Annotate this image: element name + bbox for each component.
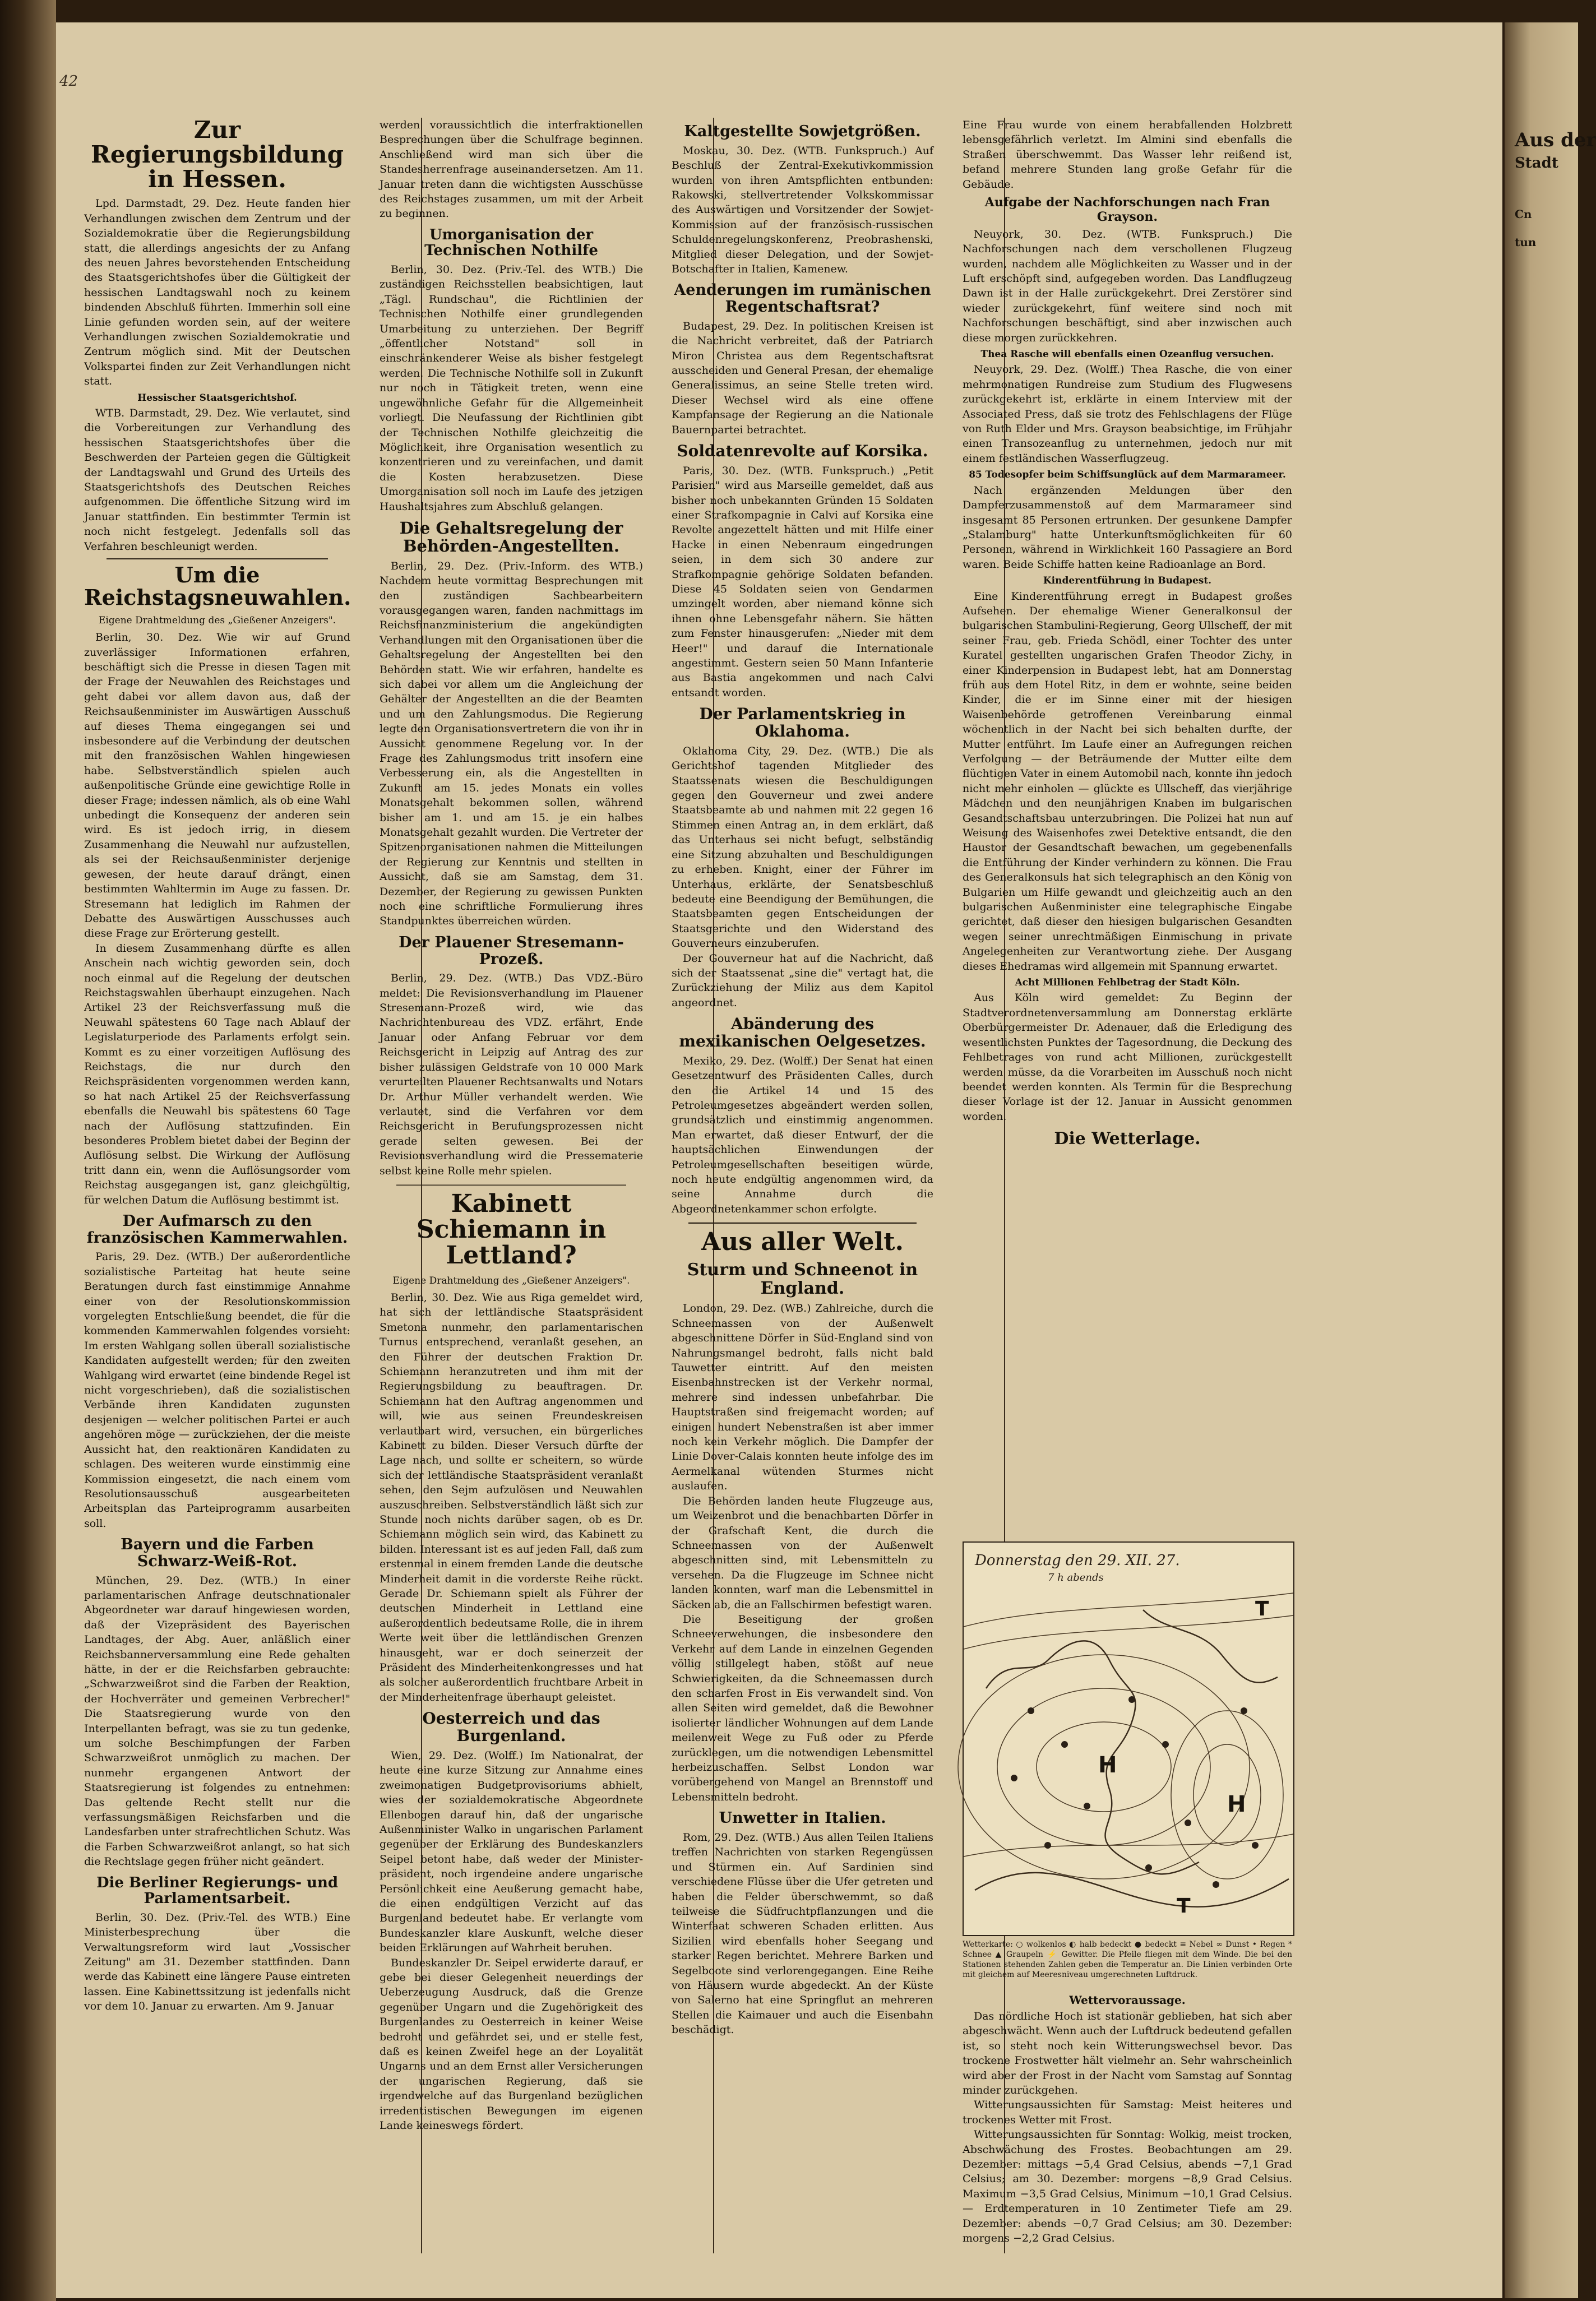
headline-gehaltsregelung: Die Gehaltsregelung der Behörden-Angestellten.: [399, 518, 623, 555]
article-paragraph: Berlin, 29. Dez. (Priv.-Inform. des WTB.) Nachdem heute vormittag Besprechungen mit den zuständigen Sachbearbeitern vorausgegangen waren, fanden nachmittags im Reichsfinanzministerium die angekündigten Verhandlungen mit den Organisationen über die Gehaltsregelung der Angestellten bei den Behörden statt. Wie wir erfahren, handelte es sich dabei vor allem um die Angleichung der Gehälter der Angestellten an die der Beamten und um den Zahlungsmodus. Die Regierung legte den Organisationsvertretern die von ihr in Aussicht genommene Regelung vor. In der Frage des Zahlungsmodus tritt insofern eine Verbesserung ein, als die Angestellten in Zukunft am 15. jedes Monats ein volles Monatsgehalt bekommen sollen, während bisher am 1. und am 15. je ein halbes Monatsgehalt gezahlt wurden. Die Vertreter der Spitzenorganisationen nahmen die Mitteilungen der Regierung zur Kenntnis und stellten in Aussicht, daß sie am Samstag, dem 31. Dezember, der Regierung zu gewissen Punkten noch eine schriftliche Formulierung ihres Standpunktes überreichen würden.: [380, 559, 643, 928]
headline-wetterlage: Die Wetterlage.: [1054, 1129, 1201, 1149]
article-paragraph: Der Gouverneur hat auf die Nachricht, daß sich der Staatssenat „sine die" vertagt hat, die Zurückziehung der Miliz aus dem Kapitol angeordnet.: [672, 952, 933, 1009]
headline-schneenot-england: Sturm und Schneenot in England.: [687, 1260, 918, 1299]
newspaper-page: [56, 22, 1502, 2298]
article-paragraph: Nach ergänzenden Meldungen über den Dampferzusammenstoß auf dem Marmarameer sind insgesamt 85 Personen ertrunken. Der gesunkene Dampfer „Stalamburg" hatte Unterkunftsmöglichkeiten für 60 Personen, während in Wirklichkeit 160 Passagiere an Bord waren. Beide Schiffe hatten keine Radioanlage an Bord.: [963, 484, 1292, 571]
article-paragraph: werden voraussichtlich die interfraktionellen Besprechungen über die Schulfrage beginnen. Anschließend wird man sich über die Standesherrenfrage auseinandersetzen. Am 11. Januar treten dann die wichtigsten Ausschüsse des Reichstages zusammen, um mit der Arbeit zu beginnen.: [380, 119, 643, 220]
article-paragraph: Das nördliche Hoch ist stationär geblieben, hat sich aber abgeschwächt. Wenn auch der Luftdruck bedeutend gefallen ist, so steht noch kein Witterungswechsel bevor. Das trockene Frostwetter hält vielmehr an. Sehr wahrscheinlich wird aber der Frost in der Nacht vom Samstag auf Sonntag minder zurückgehen.: [963, 2010, 1292, 2097]
weather-map-caption: Wetterkarte: ○ wolkenlos ◐ halb bedeckt ● bedeckt ≡ Nebel ∞ Dunst • Regen * Schnee ▲ Graupeln ⚡ Gewitter. Die Pfeile fliegen mit dem Winde. Die bei den Stationen stehenden Zahlen geben die Temperatur an. Die Linien verbinden Orte mit gleichem auf Meeresniveau umgerechneten Luftdruck.: [963, 1940, 1292, 1979]
low-pressure-label: T: [1255, 1598, 1269, 1621]
article-paragraph: Eine Kinderentführung erregt in Budapest großes Aufsehen. Der ehemalige Wiener Generalkonsul der bulgarischen Stambulini-Regierung, Georg Ullscheff, der mit seiner Frau, geb. Frieda Schödl, einer Tochter des unter Kuratel gestellten ungarischen Grafen Theodor Zichy, in einer Kinderpension in Budapest lebt, hat am Donnerstag früh aus dem Hotel Ritz, in dem er wohnte, seine beiden Kinder, die er im Sinne einer mit der hiesigen Waisenbehörde getroffenen Vereinbarung einmal wöchentlich in der Nacht bei sich behalten durfte, der Mutter entführt. Im Laufe einer an Aufregungen reichen Verfolgung — der Beträumende der Mutter eilte dem flüchtigen Vater in einem Automobil nach, konnte ihn jedoch nicht mehr einholen — glückte es Ullscheff, das vierjährige Mädchen und den neunjährigen Knaben im bulgarischen Gesandtschaftsbau unterzubringen. Die Polizei hat nun auf Weisung des Waisenhofes zwei Detektive entsandt, die den Haustor der Gesandtschaft bewachen, um gegebenenfalls die Entführung der Kinder verhindern zu können. Die Frau des Generalkonsuls hat sich telegraphisch an den König von Bulgarien um Hilfe gewandt und gleichzeitig auch an den bulgarischen Außenminister eine telegraphische Eingabe gerichtet, daß dieser den hiesigen bulgarischen Gesandten wegen seiner unrechtmäßigen Einmischung in private Angelegenheiten zur Verantwortung ziehe. Der Ausgang dieses Ehedramas wird allgemein mit Spannung erwartet.: [963, 590, 1292, 973]
headline-regentschaftsrat: Aenderungen im rumänischen Regentschaftsrat?: [674, 281, 931, 316]
dateline: Eigene Drahtmeldung des „Gießener Anzeigers".: [98, 614, 336, 626]
high-pressure-label: H: [1098, 1752, 1117, 1778]
column-4: [963, 118, 1292, 1502]
headline-stresemann-prozess: Der Plauener Stresemann-Prozeß.: [399, 933, 624, 968]
dateline: Eigene Drahtmeldung des „Gießener Anzeigers".: [392, 1275, 630, 1286]
column-2: [380, 118, 643, 2253]
article-paragraph: Berlin, 30. Dez. Wie wir auf Grund zuverlässiger Informationen erfahren, beschäftigt sich die Presse in diesen Tagen mit der Frage der Neuwahlen des Reichstages und geht dabei vor allem davon aus, daß der Reichsaußenminister im Auswärtigen Ausschuß auf dieses Thema eingegangen sei und insbesondere auf die Verbindung der deutschen mit den französischen Wahlen hingewiesen habe. Selbstverständlich spielen auch außenpolitische Gründe eine gewichtige Rolle in dieser Frage; indessen nämlich, als ob eine Wahl unbedingt die Konsequenz der anderen sein wird. Es ist jedoch irrig, in diesem Zusammenhang die Neuwahl nur aufzustellen, als sei der Reichsaußenminister derjenige gewesen, der heute darauf drängt, einen bestimmten Wahltermin im Auge zu fassen. Dr. Stresemann hat lediglich im Rahmen der Debatte des Auswärtigen Ausschusses auch diese Frage zur Erörterung gestellt.: [84, 631, 350, 940]
headline-unwetter-italien: Unwetter in Italien.: [719, 1809, 886, 1827]
article-paragraph: Berlin, 30. Dez. (Priv.-Tel. des WTB.) Eine Ministerbesprechung über die Verwaltungsreform wird laut „Vossischer Zeitung" am 31. Dezember stattfinden. Dann werde das Kabinett eine längere Pause eintreten lassen. Eine Kabinettssitzung ist jedenfalls nicht vor dem 10. Januar zu erwarten. Am 9. Januar: [84, 1911, 350, 2013]
article-paragraph: Lpd. Darmstadt, 29. Dez. Heute fanden hier Verhandlungen zwischen dem Zentrum und der Sozialdemokratie über die Regierungsbildung statt, die allerdings angesichts der zu Anfang des neuen Jahres bevorstehenden Entscheidung des Staatsgerichtshofes über die Gültigkeit der hessischen Landtagswahl noch zu keinem bindenden Abschluß führten. Immerhin soll eine Linie gefunden worden sein, auf der weitere Verhandlungen zwischen Sozialdemokratie und Zentrum möglich sind. Mit der Deutschen Volkspartei finden zur Zeit Verhandlungen nicht statt.: [84, 197, 350, 388]
headline-oklahoma: Der Parlamentskrieg in Oklahoma.: [699, 705, 906, 741]
article-paragraph: Berlin, 30. Dez. (Priv.-Tel. des WTB.) Die zuständigen Reichsstellen beabsichtigen, laut „Tägl. Rundschau", die Richtlinien der Technischen Nothilfe einer grundlegenden Umarbeitung zu unterziehen. Der Begriff „öffentlicher Notstand" soll in einschränkenderer Weise als bisher festgelegt werden. Die Technische Nothilfe soll in Zukunft nur noch in Tätigkeit treten, wenn eine ungewöhnliche Gefahr für die Allgemeinheit vorliegt. Die Neufassung der Richtlinien gibt der Technischen Nothilfe gleichzeitig die Möglichkeit, ihre Organisation wesentlich zu konzentrieren und zu vereinfachen, und damit die Kosten herabzusetzen. Diese Umorganisation soll noch im Laufe des jetzigen Haushaltsjahres zum Abschluß gelangen.: [380, 263, 643, 513]
headline-soldatenrevolte: Soldatenrevolte auf Korsika.: [677, 441, 928, 460]
column-3: [672, 118, 933, 2253]
article-paragraph: Mexiko, 29. Dez. (Wolff.) Der Senat hat einen Gesetzentwurf des Präsidenten Calles, durch den die Artikel 14 und 15 des Petroleumgesetzes abgeändert werden sollen, grundsätzlich und einstimmig angenommen. Man erwartet, daß dieser Entwurf, der die hauptsächlichen Einwendungen der Petroleumgesellschaften beseitigen würde, noch heute endgültig angenommen wird, da seine Annahme durch die Abgeordnetenkammer schon erfolgte.: [672, 1054, 933, 1215]
headline-oelgesetz: Abänderung des mexikanischen Oelgesetzes.: [679, 1015, 926, 1050]
headline-reichstagsneuwahlen: Um die Reichstagsneuwahlen.: [84, 562, 351, 610]
headline-oesterreich-burgenland: Oesterreich und das Burgenland.: [422, 1709, 600, 1746]
article-paragraph: Paris, 29. Dez. (WTB.) Der außerordentliche sozialistische Parteitag hat heute seine Beratungen durch fast einstimmige Annahme einer von der Resolutionskommission vorgelegten Entschließung beendet, die für die kommenden Kammerwahlen folgendes vorsieht: Im ersten Wahlgang sollen überall sozialistische Kandidaten aufgestellt werden; für den zweiten Wahlgang wird erwartet (eine bindende Regel ist nicht vorgeschrieben), daß die sozialistischen Verbände ihren Kandidaten zugunsten desjenigen — welcher politischen Partei er auch angehören möge — zurückziehen, der die meiste Aussicht hat, den reaktionären Kandidaten zu schlagen. Des weiteren wurde einstimmig eine Kommission eingesetzt, die nach einem vom Resolutionsausschuß ausgearbeiteten Arbeitsplan das Parteiprogramm ausarbeiten soll.: [84, 1251, 350, 1530]
headline-technische-nothilfe: Umorganisation der Technischen Nothilfe: [424, 226, 598, 260]
binding-gutter: [0, 0, 56, 2301]
high-pressure-label: H: [1227, 1791, 1246, 1817]
weather-map: [963, 1541, 1294, 1936]
page-folio: 42: [59, 73, 78, 90]
next-page-fragment: Cn: [1515, 207, 1532, 221]
article-paragraph: Witterungsaussichten für Sonntag: Wolkig, meist trocken, Abschwächung des Frostes. Beobachtungen am 29. Dezember: mittags −5,4 Grad Celsius, abends −7,1 Grad Celsius; am 30. Dezember: morgens −8,9 Grad Celsius. Maximum −3,5 Grad Celsius, Minimum −10,1 Grad Celsius. — Erdtemperaturen in 10 Zentimeter Tiefe am 29. Dezember: abends −0,7 Grad Celsius; am 30. Dezember: morgens −2,2 Grad Celsius.: [963, 2128, 1292, 2245]
article-paragraph: Bundeskanzler Dr. Seipel erwiderte darauf, er gebe bei dieser Gelegenheit neuerdings der Ueberzeugung Ausdruck, daß die Grenze gegenüber Ungarn und die Zugehörigkeit des Burgenlandes zu Oesterreich in keiner Weise bedroht und gefährdet sei, und er stelle fest, daß es keinen Zweifel hege an der Loyalität Ungarns und an dem Ernst aller Versicherungen der ungarischen Regierung, daß sie irgendwelche auf das Burgenland bezüglichen irredentistischen Bewegungen im eigenen Lande keineswegs fördert.: [380, 1956, 643, 2132]
article-paragraph: Die Behörden landen heute Flugzeuge aus, um Weizenbrot und die benachbarten Dörfer in der Grafschaft Kent, die durch die Schneemassen von der Außenwelt abgeschnitten sind, mit Lebensmitteln zu versehen. Da die Flugzeuge im Schnee nicht landen konnten, warf man die Lebensmittel in Säcken ab, die an Fallschirmen befestigt waren.: [672, 1494, 933, 1611]
section-title-aus-aller-welt: Aus aller Welt.: [701, 1228, 904, 1257]
weather-forecast: [963, 1990, 1292, 2246]
next-page-fragment: Stadt: [1515, 155, 1558, 172]
headline-wettervoraussage: Wettervoraussage.: [1069, 1993, 1186, 2007]
next-page-headline: Aus der: [1515, 129, 1596, 151]
headline-grayson: Aufgabe der Nachforschungen nach Fran Grayson.: [984, 195, 1270, 225]
article-paragraph: Budapest, 29. Dez. In politischen Kreisen ist die Nachricht verbreitet, daß der Patriarch Miron Christea aus dem Regentschaftsrat ausscheiden und General Presan, der ehemalige Generalissimus, an seine Stelle treten wird. Dieser Wechsel wird als eine offene Kampfansage der Regierung an die Nationale Bauernpartei betrachtet.: [672, 320, 933, 436]
next-page-edge: [1502, 22, 1596, 2298]
divider: [107, 558, 328, 559]
article-paragraph: Moskau, 30. Dez. (WTB. Funkspruch.) Auf Beschluß der Zentral-Exekutivkommission wurden von ihren Amtspflichten entbunden: Rakowski, stellvertretender Volkskommissar des Auswärtigen und Vorsitzender der Sowjet-Kommission auf der französisch-russischen Schuldenregelungskonferenz, Preobrashenski, Mitglied dieser Delegation, und der Sowjet-Botschafter in Italien, Kamenew.: [672, 144, 933, 275]
headline-franzoesische-kammerwahlen: Der Aufmarsch zu den französischen Kammerwahlen.: [86, 1212, 348, 1247]
article-paragraph: Berlin, 29. Dez. (WTB.) Das VDZ.-Büro meldet: Die Revisionsverhandlung im Plauener Stresemann-Prozeß wird, wie das Nachrichtenbureau des VDZ. erfährt, Ende Januar oder Anfang Februar vor dem Reichsgericht in Leipzig auf Antrag des zur bisher zulässigen Geldstrafe von 10 000 Mark verurteilten Plauener Rechtsanwalts und Notars Dr. Arthur Müller verhandelt werden. Wie verlautet, sind die Verfahren vor dem Reichsgericht in Berufungsprozessen nicht gerade selten gewesen. Bei der Revisionsverhandlung wird die Pressematerie selbst keine Rolle mehr spielen.: [380, 972, 643, 1177]
headline-kabinett-schiemann: Kabinett Schiemann in Lettland?: [416, 1189, 607, 1270]
article-paragraph: München, 29. Dez. (WTB.) In einer parlamentarischen Anfrage deutschnationaler Abgeordneter war darauf hingewiesen worden, daß der Vizepräsident des Bayerischen Landtages, der Abg. Auer, anläßlich einer Reichsbannerversammlung eine Rede gehalten hätte, in der er die Reichsfarben gebrauchte: „Schwarzweißrot sind die Farben der Reaktion, der Hochverräter und gemeinen Verbrecher!" Die Staatsregierung wurde von den Interpellanten befragt, was sie zu tun gedenke, um solche Beschimpfungen der Farben Schwarzweißrot unmöglich zu machen. Der nunmehr ergangenen Antwort der Staatsregierung ist folgendes zu entnehmen: Das geltende Recht stellt nur die verfassungsmäßigen Reichsfarben und die Landesfarben unter strafrechtlichen Schutz. Was die Farben Schwarzweißrot anlangt, so hat sich die Rechtslage gegen früher nicht geändert.: [84, 1574, 350, 1868]
headline-koeln-fehlbetrag: Acht Millionen Fehlbetrag der Stadt Köln.: [1015, 977, 1240, 989]
article-paragraph: Rom, 29. Dez. (WTB.) Aus allen Teilen Italiens treffen Nachrichten von starken Regengüssen und Stürmen ein. Auf Sardinien sind verschiedene Flüsse über die Ufer getreten und haben die Felder überschwemmt, so daß teilweise die Südfruchtpflanzungen und die Winterfaat schweren Schaden erlitten. Aus Sizilien wird ebenfalls hoher Seegang und starker Regen berichtet. Mehrere Barken und Segelboote sind verlorengegangen. Eine Reihe von Häusern wurde abgedeckt. An der Küste von Salerno hat eine Springflut an mehreren Stellen die Kaimauer und auch die Eisenbahn beschädigt.: [672, 1831, 933, 2036]
article-paragraph: Die Beseitigung der großen Schneeverwehungen, die insbesondere den Verkehr auf dem Lande in einzelnen Gegenden völlig stillgelegt haben, stößt auf neue Schwierigkeiten, da die Schneemassen durch den scharfen Frost in Eis verwandelt sind. Von allen Seiten wird gemeldet, daß die Bewohner isolierter ländlicher Wohnungen auf dem Lande meilenweit Wege zu Fuß oder zu Pferde zurücklegen, um die notwendigen Lebensmittel herbeizuschaffen. Selbst London war vorübergehend von Mangel an Brennstoff und Lebensmitteln bedroht.: [672, 1613, 933, 1803]
divider: [396, 1184, 626, 1186]
article-paragraph: Wien, 29. Dez. (Wolff.) Im Nationalrat, der heute eine kurze Sitzung zur Annahme eines zweimonatigen Budgetprovisoriums abhielt, wies der sozialdemokratische Abgeordnete Ellenbogen darauf hin, daß der ungarische Außenminister Walko in ungarischen Parlament gegenüber der Erklärung des Bundeskanzlers Seipel betont habe, daß weder der Minister-präsident, noch irgendeine andere ungarische Persönlichkeit eine Aeußerung gemacht habe, die einen endgültigen Verzicht auf das Burgenland bedeutet habe. Er verlangte vom Bundeskanzler klare Auskunft, welche dieser beiden Erklärungen auf Wahrheit beruhen.: [380, 1749, 643, 1955]
headline-sowjetgroessen: Kaltgestellte Sowjetgrößen.: [684, 123, 921, 140]
map-subtitle: 7 h abends: [1048, 1572, 1104, 1584]
article-paragraph: London, 29. Dez. (WB.) Zahlreiche, durch die Schneemassen von der Außenwelt abgeschnittene Dörfer in Süd-England sind von Nahrungsmangel bedroht, falls nicht bald Tauwetter eintritt. Auf den meisten Eisenbahnstrecken ist der Verkehr normal, mehrere sind indessen unbefahrbar. Die Hauptstraßen sind freigemacht worden; auf einigen hundert Nebenstraßen ist aber immer noch kein Verkehr möglich. Die Dampfer der Linie Dover-Calais konnten heute infolge des im Aermelkanal wütenden Sturmes nicht auslaufen.: [672, 1302, 933, 1493]
headline-thea-rasche: Thea Rasche will ebenfalls einen Ozeanflug versuchen.: [980, 349, 1274, 360]
column-1: [84, 118, 350, 2253]
article-paragraph: Neuyork, 30. Dez. (WTB. Funkspruch.) Die Nachforschungen nach dem verschollenen Flugzeug wurden, nachdem alle Möglichkeiten zu Wasser und in der Luft erschöpft sind, aufgegeben worden. Das Landflugzeug Dawn ist in der Halle zurückgekehrt. Drei Zerstörer sind wieder zurückgekehrt, fünf weitere sind noch mit Nachforschungen beschäftigt, sind aber inzwischen auch diese morgen zurückkehren.: [963, 228, 1292, 344]
headline-marmarameer: 85 Todesopfer beim Schiffsunglück auf dem Marmarameer.: [969, 469, 1286, 481]
map-title: Donnerstag den 29. XII. 27.: [975, 1552, 1180, 1569]
divider: [688, 1222, 917, 1224]
headline-regierungsbildung-hessen: Zur Regierungsbildung in Hessen.: [91, 116, 344, 193]
weather-map-drawing: [964, 1543, 1293, 1935]
article-paragraph: Aus Köln wird gemeldet: Zu Beginn der Stadtverordnetenversammlung am Donnerstag erklärte Oberbürgermeister Dr. Adenauer, daß die Erledigung des wesentlichsten Punktes der Tagesordnung, die Deckung des Fehlbetrages von rund acht Millionen, zurückgestellt werden müsse, da die Vorarbeiten im Ausschuß noch nicht beendet werden konnten. Als Termin für die Besprechung dieser Vorlage ist der 12. Januar in Aussicht genommen worden.: [963, 992, 1292, 1123]
article-paragraph: Neuyork, 29. Dez. (Wolff.) Thea Rasche, die von einer mehrmonatigen Rundreise zum Studium des Flugwesens zurückgekehrt ist, erklärte in einem Interview mit der Associated Press, daß sie trotz des Fehlschlagens der Flüge von Ruth Elder und Mrs. Grayson beabsichtige, im Frühjahr einen Transozeanflug zu unternehmen, jedoch nur mit einem festländischen Wasserflugzeug.: [963, 363, 1292, 465]
article-paragraph: WTB. Darmstadt, 29. Dez. Wie verlautet, sind die Vorbereitungen zur Verhandlung des hessischen Staatsgerichtshofes über die Beschwerden der Parteien gegen die Gültigkeit der Landtagswahl und Grund des Urteils des Staatsgerichtshofs des Deutschen Reiches aufgenommen. Die öffentliche Sitzung wird im Januar stattfinden. Ein bestimmter Termin ist noch nicht festgelegt. Jedenfalls soll das Verfahren beschleunigt werden.: [84, 406, 350, 553]
article-paragraph: Berlin, 30. Dez. Wie aus Riga gemeldet wird, hat sich der lettländische Staatspräsident Smetona nunmehr, den parlamentarischen Turnus entsprechend, veranlaßt gesehen, an den Führer der deutschen Fraktion Dr. Schiemann heranzutreten und ihm mit der Regierungsbildung zu beauftragen. Dr. Schiemann hat den Auftrag angenommen und will, wie aus seinen Freundeskreisen verlautbart wird, versuchen, ein bürgerliches Kabinett zu bilden. Dieser Versuch dürfte der Lage nach, und sollte er scheitern, so würde sich der lettländische Staatspräsident veranlaßt sehen, den Sejm aufzulösen und Neuwahlen auszuschreiben. Selbstverständlich läßt sich zur Stunde noch nichts darüber sagen, ob es Dr. Schiemann möglich sein wird, das Kabinett zu bilden. Interessant ist es auf jeden Fall, daß zum erstenmal in einem fremden Lande die deutsche Minderheit damit in die vorderste Reihe rückt. Gerade Dr. Schiemann spielt als Führer der deutschen Minderheit in Lettland eine außerordentlich bedeutsame Rolle, die in ihrem Werte weit über die lettländischen Grenzen hinausgeht, war er doch seinerzeit der Präsident des Minderheitenkongresses und hat als solcher außerordentlich fruchtbare Arbeit in der Minderheitenfrage überhaupt geleistet.: [380, 1291, 643, 1703]
article-paragraph: In diesem Zusammenhang dürfte es allen Anschein nach wichtig geworden sein, doch noch einmal auf die Regelung der deutschen Reichstagswahlen überhaupt einzugehen. Nach Artikel 23 der Reichsverfassung muß die Neuwahl spätestens 60 Tage nach Ablauf der Legislaturperiode des Parlaments erfolgt sein. Kommt es zu einer vorzeitigen Auflösung des Reichstags, die nur durch den Reichspräsidenten vorgenommen werden kann, so hat nach Artikel 25 der Reichsverfassung ebenfalls die Neuwahl bis spätestens 60 Tage nach der Auflösung stattzufinden. Ein besonderes Problem bietet dabei der Beginn der Auflösung selbst. Die Wirkung der Auflösung tritt dann ein, wenn die Auflösungsorder vom Reichstag ausgegangen ist, ganz gleichgültig, für welchen Datum die Auflösung bestimmt ist.: [84, 942, 350, 1206]
headline-berliner-regierungsarbeit: Die Berliner Regierungs- und Parlamentsarbeit.: [96, 1874, 339, 1908]
article-paragraph: Witterungsaussichten für Samstag: Meist heiteres und trockenes Wetter mit Frost.: [963, 2099, 1292, 2126]
headline-bayern-farben: Bayern und die Farben Schwarz-Weiß-Rot.: [121, 1536, 314, 1570]
subheadline: Hessischer Staatsgerichtshof.: [137, 392, 297, 404]
article-paragraph: Paris, 30. Dez. (WTB. Funkspruch.) „Petit Parisien" wird aus Marseille gemeldet, daß aus bisher noch unbekannten Gründen 15 Soldaten einer Strafkompagnie in Calvi auf Korsika eine Revolte angezettelt hätten und mit Hilfe einer Hacke in einen Nebenraum eingedrungen seien, in dem sich 30 andere zur Strafkompagnie gehörige Soldaten befanden. Diese 45 Soldaten seien von Gendarmen umzingelt worden, aber niemand könne sich ihnen ohne Lebensgefahr nähern. Sie hätten zum Fenster hinausgerufen: „Nieder mit dem Heer!" und darauf die Internationale angestimmt. Gestern seien 50 Mann Infanterie aus Bastia angekommen und nach Calvi entsandt worden.: [672, 464, 933, 699]
low-pressure-label: T: [1177, 1895, 1191, 1918]
headline-kinderentfuehrung: Kinderentführung in Budapest.: [1043, 575, 1212, 587]
next-page-fragment: tun: [1515, 235, 1537, 249]
article-paragraph: Eine Frau wurde von einem herabfallenden Holzbrett lebensgefährlich verletzt. Im Almini sind ebenfalls die Straßen überschwemmt. Das Wasser lehr reißend ist, befand mehrere Stunden lang große Gefahr für die Gebäude.: [963, 119, 1292, 191]
article-paragraph: Oklahoma City, 29. Dez. (WTB.) Die als Gerichtshof tagenden Mitglieder des Staatssenats wiesen die Beschuldigungen gegen den Gouverneur und zwei andere Staatsbeamte ab und nahmen mit 22 gegen 16 Stimmen einen Antrag an, in dem erklärt, daß das Unterhaus sei nicht befugt, selbständig eine Sitzung abzuhalten und Beschuldigungen zu erheben. Knight, einer der Führer im Unterhaus, erklärte, der Senatsbeschluß bedeute eine Beendigung der Bemühungen, die Staatsbeamten gegen Entscheidungen der Staatsgerichte und den Widerstand des Gouverneurs einzuberufen.: [672, 744, 933, 950]
